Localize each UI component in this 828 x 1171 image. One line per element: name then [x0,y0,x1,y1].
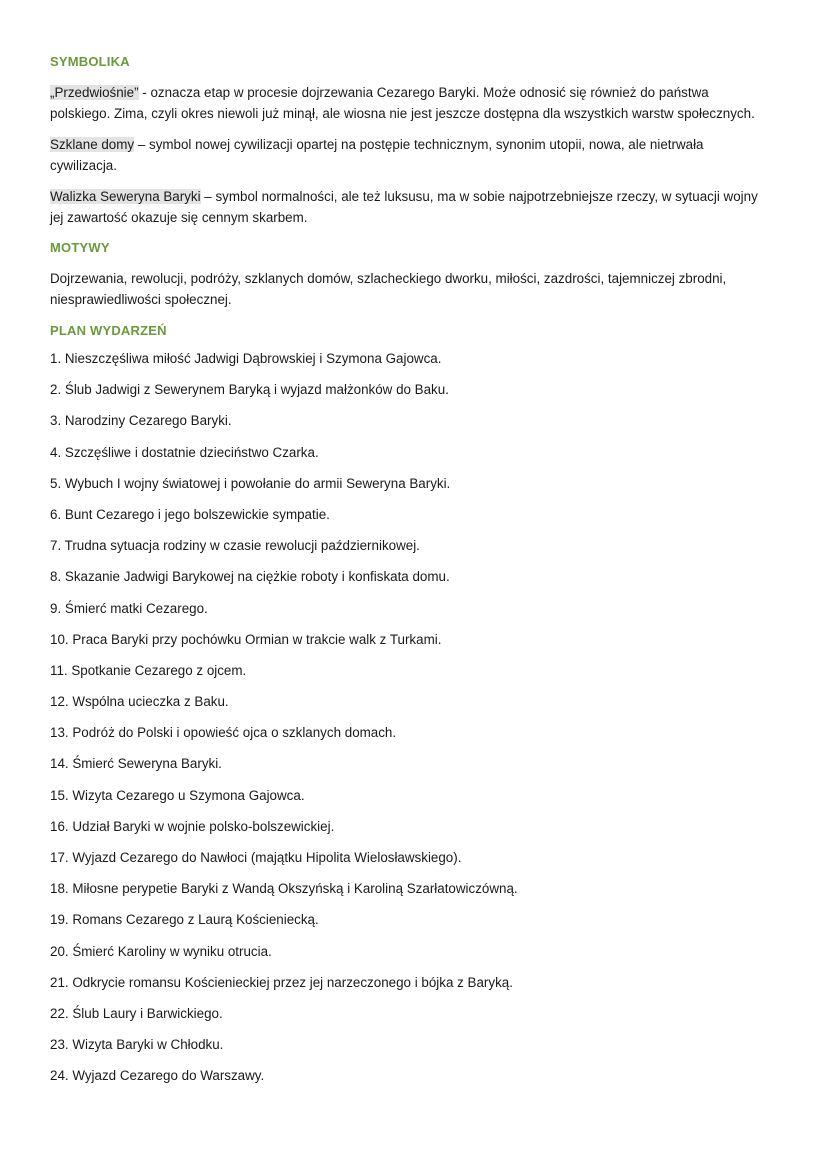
symbol-description-walizka: – symbol normalności, ale też luksusu, ma w sobie najpotrzebniejsze rzeczy, w sytuacji wojny jej zawartość okazuje się cennym skarbem. [50,189,758,225]
list-item: 1. Nieszczęśliwa miłość Jadwigi Dąbrowskiej i Szymona Gajowca. [50,351,442,366]
symbol-term-szklane-domy: Szklane domy [50,137,135,152]
list-item: 20. Śmierć Karoliny w wyniku otrucia. [50,943,272,959]
list-item: 10. Praca Baryki przy pochówku Ormian w trakcie walk z Turkami. [50,631,442,647]
symbol-description-szklane-domy: – symbol nowej cywilizacji opartej na postępie technicznym, synonim utopii, nowa, ale nietrwała cywilizacja. [50,137,704,173]
section-heading-symbolika: SYMBOLIKA [50,54,130,69]
list-item: 16. Udział Baryki w wojnie polsko-bolszewickiej. [50,818,335,834]
list-item: 21. Odkrycie romansu Kościenieckiej przez jej narzeczonego i bójka z Baryką. [50,974,513,990]
symbol-przedwiosnie-paragraph [50,83,768,124]
list-item: 18. Miłosne perypetie Baryki z Wandą Okszyńską i Karoliną Szarłatowiczówną. [50,881,518,897]
symbol-term-walizka: Walizka Seweryna Baryki [50,189,201,204]
list-item: 23. Wizyta Baryki w Chłodku. [50,1037,224,1053]
list-item: 8. Skazanie Jadwigi Barykowej na ciężkie roboty i konfiskata domu. [50,569,450,585]
list-item: 9. Śmierć matki Cezarego. [50,600,208,616]
list-item: 24. Wyjazd Cezarego do Warszawy. [50,1068,265,1084]
symbol-term-przedwiosnie: „Przedwiośnie” [50,85,139,100]
list-item: 6. Bunt Cezarego i jego bolszewickie sympatie. [50,506,330,522]
motywy-paragraph: Dojrzewania, rewolucji, podróży, szklanych domów, szlacheckiego dworku, miłości, zazdrości, tajemniczej zbrodni, niesprawiedliwości społecznej. [50,271,727,307]
list-item: 4. Szczęśliwe i dostatnie dzieciństwo Czarka. [50,444,319,460]
list-item: 14. Śmierć Seweryna Baryki. [50,756,222,772]
list-item: 12. Wspólna ucieczka z Baku. [50,694,229,710]
list-item: 22. Ślub Laury i Barwickiego. [50,1005,223,1021]
list-item: 5. Wybuch I wojny światowej i powołanie do armii Seweryna Baryki. [50,475,451,491]
section-heading-plan-wydarzen: PLAN WYDARZEŃ [50,323,167,338]
list-item: 17. Wyjazd Cezarego do Nawłoci (majątku Hipolita Wielosławskiego). [50,850,462,865]
list-item: 19. Romans Cezarego z Laurą Kościeniecką. [50,912,319,928]
list-item: 15. Wizyta Cezarego u Szymona Gajowca. [50,787,305,803]
list-item: 11. Spotkanie Cezarego z ojcem. [50,662,247,678]
symbol-szklane-domy-paragraph [50,135,768,176]
plan-wydarzen-list [50,349,768,1086]
symbol-description-przedwiosnie: - oznacza etap w procesie dojrzewania Cezarego Baryki. Może odnosić się również do państwa polskiego. Zima, czyli okres niewoli już minął, ale wiosna nie jest jeszcze dostępna dla wszystkich warstw społecznych. [50,85,755,121]
list-item: 3. Narodziny Cezarego Baryki. [50,413,232,429]
list-item: 2. Ślub Jadwigi z Sewerynem Baryką i wyjazd małżonków do Baku. [50,382,449,398]
section-heading-motywy: MOTYWY [50,240,110,255]
list-item: 7. Trudna sytuacja rodziny w czasie rewolucji październikowej. [50,538,420,554]
list-item: 13. Podróż do Polski i opowieść ojca o szklanych domach. [50,725,397,741]
symbol-walizka-paragraph [50,187,768,228]
